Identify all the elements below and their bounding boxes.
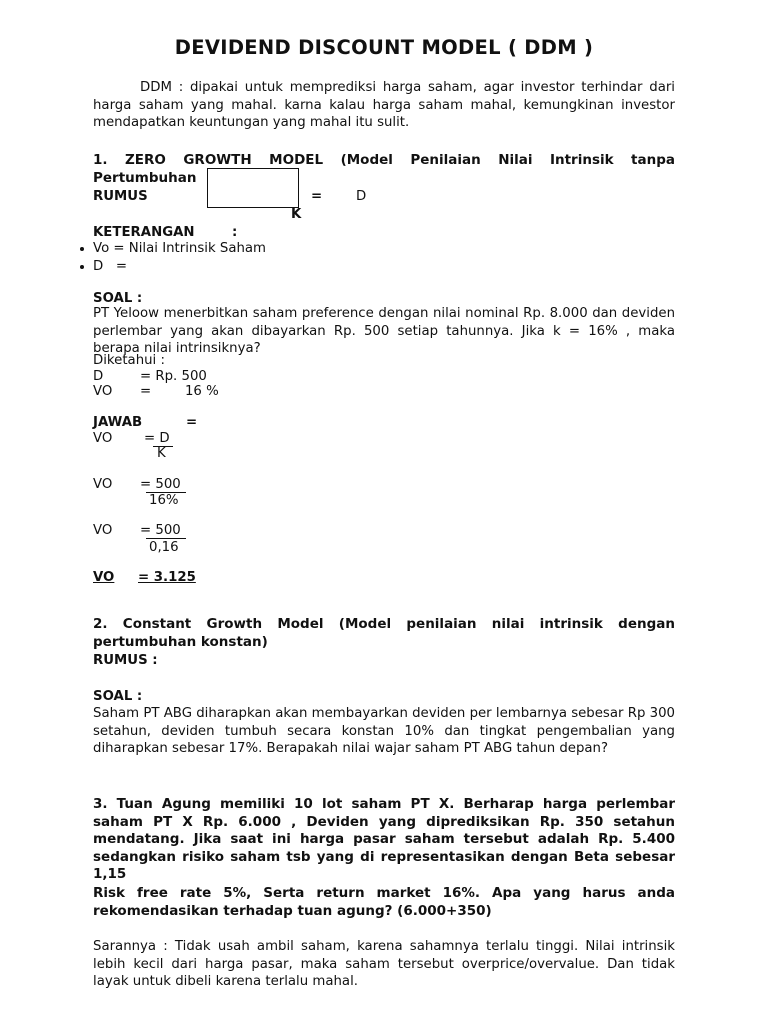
step1-denominator: K	[157, 446, 166, 461]
formula-box	[207, 168, 299, 208]
step3-label: VO	[93, 523, 113, 538]
formula-numerator: D	[356, 189, 367, 204]
given-d-label: D	[93, 369, 104, 384]
soal-label-2: SOAL :	[93, 689, 143, 704]
step2-numerator: = 500	[140, 477, 181, 492]
result-label: VO	[93, 570, 115, 585]
bullet-item-d: D =	[93, 259, 128, 274]
step1-label: VO	[93, 431, 113, 446]
step3-denominator: 0,16	[149, 540, 179, 555]
formula-denominator: K	[291, 207, 302, 222]
bullet-dot	[80, 247, 84, 251]
soal-text: PT Yeloow menerbitkan saham preference dengan nilai nominal Rp. 8.000 dan deviden perlembar yang akan dibayarkan Rp. 500 setiap tahunnya. Jika k = 16% , maka berapa nilai intrinsiknya?	[93, 306, 675, 356]
jawab-label: JAWAB	[93, 415, 143, 430]
problem3-text: 3. Tuan Agung memiliki 10 lot saham PT X. Berharap harga perlembar saham PT X Rp. 6.000 , Deviden yang diprediksikan Rp. 350 setahun mendatang. Jika saat ini harga pasar saham tersebut adalah Rp. 5.400 sedangkan risiko saham tsb yang di representasikan dengan Beta sebesar 1,15	[93, 796, 675, 882]
diketahui-label: Diketahui :	[93, 353, 165, 368]
result-value: = 3.125	[138, 570, 196, 585]
step3-numerator: = 500	[140, 523, 181, 538]
given-vo-label: VO	[93, 384, 113, 399]
saran-paragraph: Sarannya : Tidak usah ambil saham, karena sahamnya terlalu tinggi. Nilai intrinsik lebih kecil dari harga pasar, maka saham tersebut overprice/overvalue. Dan tidak layak untuk dibeli karena terlalu mahal.	[93, 939, 675, 989]
bullet-dot	[80, 265, 84, 269]
keterangan-colon: :	[232, 225, 238, 240]
formula-equals: =	[311, 189, 323, 204]
jawab-equals: =	[186, 415, 198, 430]
given-d-value: = Rp. 500	[140, 369, 207, 384]
soal-text-2: Saham PT ABG diharapkan akan membayarkan deviden per lembarnya sebesar Rp 300 setahun, deviden tumbuh secara konstan 10% dan tingkat pengembalian yang diharapkan sebesar 17%. Berapakah nilai wajar saham PT ABG tahun depan?	[93, 706, 675, 756]
constant-growth-heading: 2. Constant Growth Model (Model penilaian nilai intrinsik dengan pertumbuhan konstan)	[93, 616, 675, 650]
step1-numerator: = D	[144, 431, 170, 446]
given-vo-value: = 16 %	[140, 384, 219, 399]
page-title: DEVIDEND DISCOUNT MODEL ( DDM )	[174, 36, 594, 59]
step2-label: VO	[93, 477, 113, 492]
problem3-text-2: Risk free rate 5%, Serta return market 16%. Apa yang harus anda rekomendasikan terhadap tuan agung? (6.000+350)	[93, 885, 675, 919]
intro-paragraph: DDM : dipakai untuk memprediksi harga saham, agar investor terhindar dari harga saham yang mahal. karna kalau harga saham mahal, kemungkinan investor mendapatkan keuntungan yang mahal itu sulit.	[93, 80, 675, 130]
bullet-item-vo: Vo = Nilai Intrinsik Saham	[93, 241, 267, 256]
keterangan-label: KETERANGAN	[93, 225, 195, 240]
rumus-label-2: RUMUS :	[93, 653, 158, 668]
step2-denominator: 16%	[149, 493, 179, 508]
soal-label: SOAL :	[93, 291, 143, 306]
rumus-label: RUMUS	[93, 189, 148, 204]
zero-growth-heading: 1. ZERO GROWTH MODEL (Model Penilaian Nilai Intrinsik tanpa Pertumbuhan	[93, 152, 675, 186]
